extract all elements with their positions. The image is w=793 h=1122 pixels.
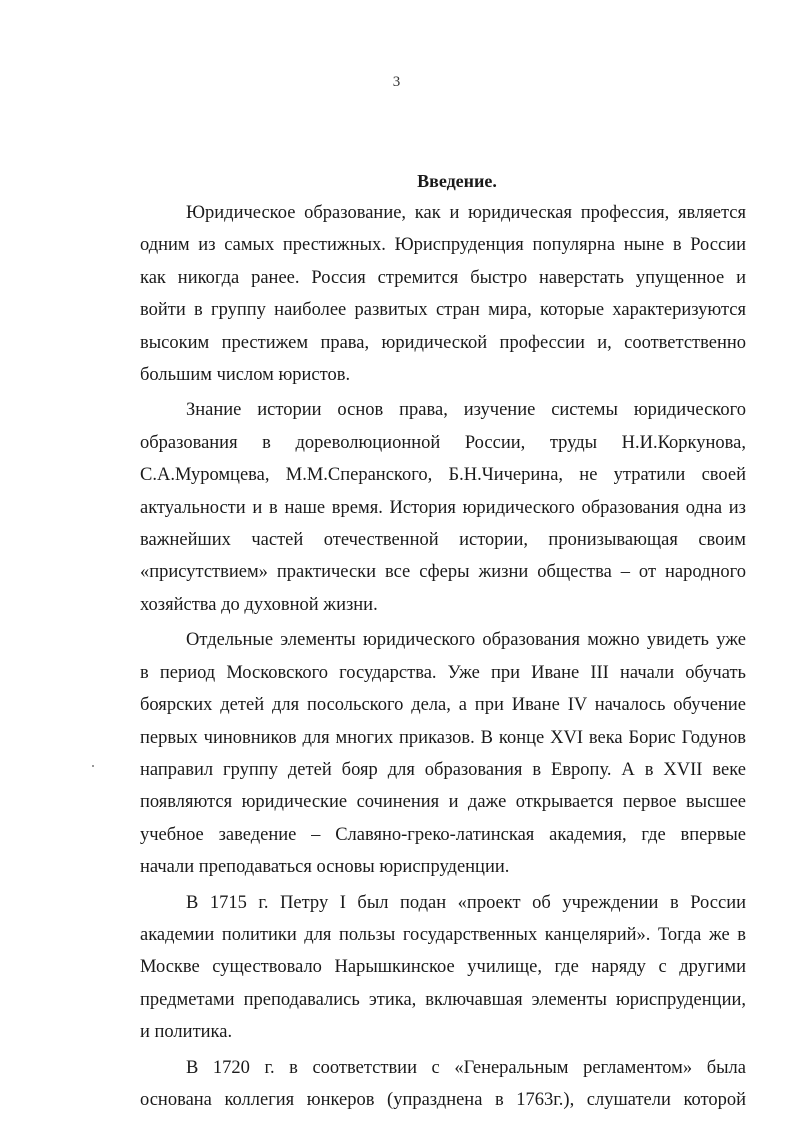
text-line: начали преподаваться основы юриспруденции. [140, 857, 510, 878]
paragraph [140, 624, 746, 883]
text-line: важнейших частей отечественной истории, пронизывающая своим [140, 530, 746, 551]
text-line: С.А.Муромцева, М.М.Сперанского, Б.Н.Чичерина, не утратили своей [140, 465, 746, 486]
text-line: Москве существовало Нарышкинское училище, где наряду с другими [140, 957, 746, 978]
text-line: высоким престижем права, юридической профессии и, соответственно [140, 332, 746, 353]
text-line: основана коллегия юнкеров (упразднена в 1763г.), слушатели которой [140, 1089, 746, 1110]
text-line: как никогда ранее. Россия стремится быстро наверстать упущенное и [140, 267, 746, 288]
scan-speck [92, 765, 94, 767]
paragraph [140, 394, 746, 621]
text-line: направил группу детей бояр для образования в Европу. А в XVII веке [140, 759, 746, 780]
text-line: Знание истории основ права, изучение системы юридического [186, 400, 746, 421]
text-line: войти в группу наиболее развитых стран мира, которые характеризуются [140, 300, 746, 321]
text-line: академии политики для пользы государственных канцелярий». Тогда же в [140, 924, 746, 945]
text-line: боярских детей для посольского дела, а при Иване IV началось обучение [140, 695, 746, 716]
text-line: актуальности и в наше время. История юридического образования одна из [140, 497, 746, 518]
page-number: 3 [392, 74, 401, 90]
text-line: учебное заведение – Славяно-греко-латинская академия, где впервые [140, 824, 746, 845]
text-line: В 1720 г. в соответствии с «Генеральным регламентом» была [186, 1057, 746, 1078]
text-line: в период Московского государства. Уже при Иване III начали обучать [140, 662, 746, 683]
text-line: появляются юридические сочинения и даже открывается первое высшее [140, 792, 746, 813]
document-body [140, 169, 746, 1119]
paragraph [140, 887, 746, 1049]
text-line: Отдельные элементы юридического образования можно увидеть уже [186, 630, 746, 651]
text-line: первых чиновников для многих приказов. В конце XVI века Борис Годунов [140, 727, 746, 748]
text-line: большим числом юристов. [140, 365, 351, 386]
text-line: предметами преподавались этика, включавшая элементы юриспруденции, [140, 989, 746, 1010]
text-line: образования в дореволюционной России, труды Н.И.Коркунова, [140, 432, 746, 453]
paragraph [140, 1052, 746, 1117]
section-heading: Введение. [417, 171, 497, 191]
paragraph [140, 197, 746, 391]
text-line: одним из самых престижных. Юриспруденция популярна ныне в России [140, 235, 746, 256]
text-line: Юридическое образование, как и юридическая профессия, является [186, 203, 746, 223]
text-line: и политика. [140, 1022, 233, 1043]
text-line: В 1715 г. Петру I был подан «проект об учреждении в России [186, 892, 746, 913]
text-line: хозяйства до духовной жизни. [140, 594, 378, 615]
text-line: «присутствием» практически все сферы жизни общества – от народного [140, 562, 746, 583]
